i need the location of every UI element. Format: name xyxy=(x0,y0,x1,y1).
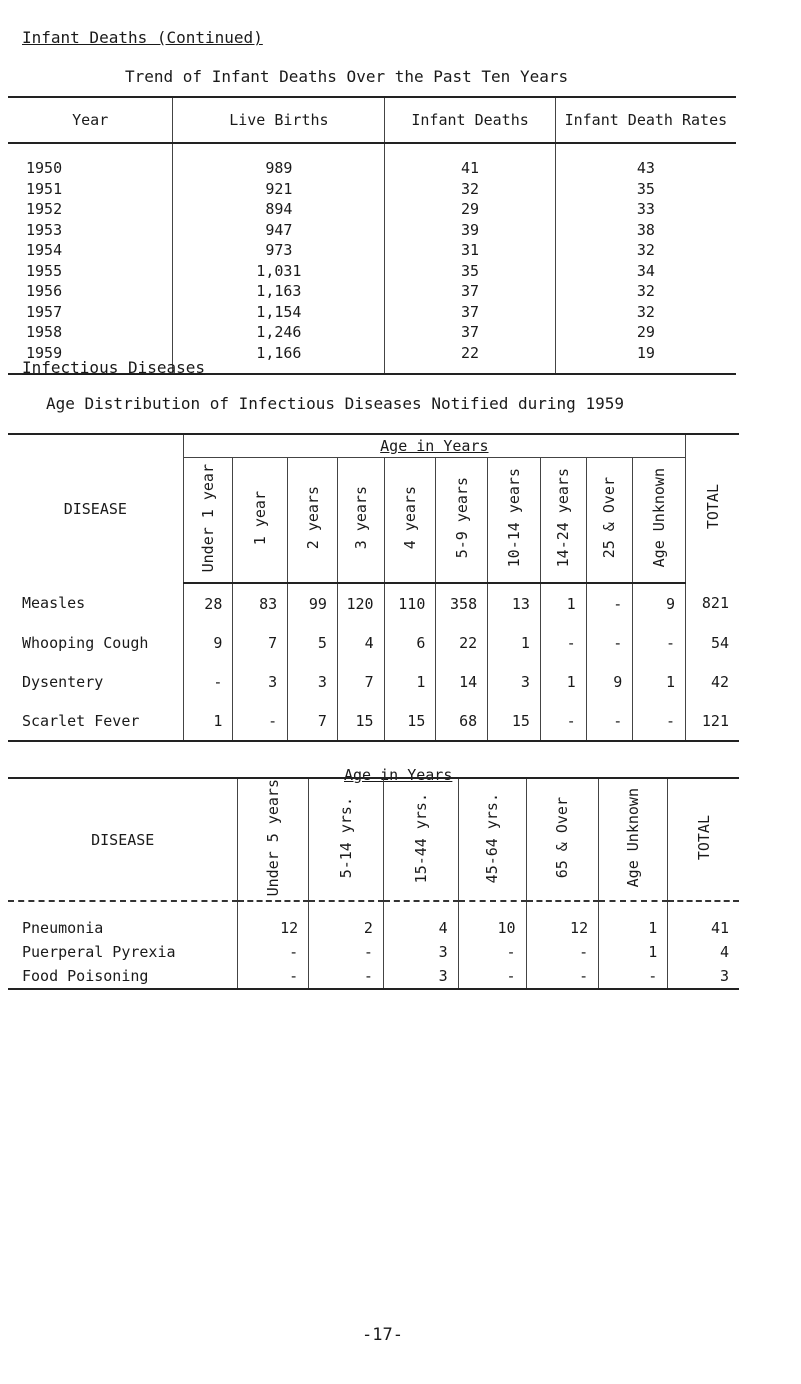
cell-value: - xyxy=(458,940,526,964)
cell-rate: 32 xyxy=(555,240,736,261)
cell-rate: 32 xyxy=(555,302,736,323)
cell-deaths: 35 xyxy=(385,261,555,282)
table-row xyxy=(8,179,736,200)
cell-value: 1 xyxy=(183,701,233,741)
cell-year: 1955 xyxy=(26,261,63,280)
cell-births: 947 xyxy=(173,220,385,241)
table-row xyxy=(8,143,736,179)
age-column-header: 14-24 years xyxy=(540,458,586,584)
cell-value: 13 xyxy=(488,583,541,623)
table-row xyxy=(8,220,736,241)
trend-subtitle: Trend of Infant Deaths Over the Past Ten Years xyxy=(125,67,569,86)
cell-year: 1951 xyxy=(26,179,63,198)
table-row xyxy=(8,940,739,964)
cell-value: 3 xyxy=(383,964,458,989)
cell-value: - xyxy=(238,964,309,989)
cell-value: 110 xyxy=(384,583,436,623)
age-column-header: 5-9 years xyxy=(436,458,488,584)
cell-value: - xyxy=(526,964,599,989)
table-row xyxy=(8,701,739,741)
cell-value: 22 xyxy=(436,623,488,662)
table-row xyxy=(8,240,736,261)
cell-value: 358 xyxy=(436,583,488,623)
cell-value: 1 xyxy=(384,662,436,701)
cell-deaths: 31 xyxy=(385,240,555,261)
cell-year: 1954 xyxy=(26,241,63,260)
cell-rate: 32 xyxy=(555,281,736,302)
cell-rate: 34 xyxy=(555,261,736,282)
col-year: Year xyxy=(8,97,173,143)
age-column-header: Under 5 years xyxy=(238,778,309,901)
cell-value: - xyxy=(586,701,633,741)
cell-year: 1957 xyxy=(26,302,63,321)
age-in-years-header: Age in Years xyxy=(183,434,685,458)
age-column-header: 4 years xyxy=(384,458,436,584)
disease-name: Food Poisoning xyxy=(8,964,238,989)
cell-rate: 38 xyxy=(555,220,736,241)
table-row xyxy=(8,583,739,623)
cell-value: - xyxy=(633,623,686,662)
cell-year: 1958 xyxy=(26,323,63,342)
cell-value: - xyxy=(586,583,633,623)
age-column-header: TOTAL xyxy=(668,778,739,901)
cell-value: 121 xyxy=(686,701,739,741)
col-infant-death-rates: Infant Death Rates xyxy=(555,97,736,143)
cell-value: 15 xyxy=(384,701,436,741)
disease-name: Measles xyxy=(22,594,86,612)
table-row xyxy=(8,901,739,940)
table-row xyxy=(8,964,739,989)
disease-name: Puerperal Pyrexia xyxy=(22,943,176,962)
cell-value: - xyxy=(540,623,586,662)
cell-value: - xyxy=(599,964,668,989)
cell-value: - xyxy=(309,964,384,989)
col-live-births: Live Births xyxy=(173,97,385,143)
cell-value: - xyxy=(526,940,599,964)
cell-value: 4 xyxy=(668,940,739,964)
infectious-diseases-heading: Infectious Diseases xyxy=(22,358,206,377)
cell-births: 894 xyxy=(173,199,385,220)
disease-name: Dysentery xyxy=(22,672,104,691)
disease-name: Whooping Cough xyxy=(22,633,149,652)
cell-rate: 35 xyxy=(555,179,736,200)
disease-name: Pneumonia xyxy=(22,919,104,938)
cell-value: 1 xyxy=(540,583,586,623)
cell-births: 1,031 xyxy=(173,261,385,282)
age-column-header: 25 & Over xyxy=(586,458,633,584)
cell-value: 28 xyxy=(183,583,233,623)
disease-column-header: DISEASE xyxy=(8,434,183,583)
cell-year: 1950 xyxy=(26,159,63,178)
cell-value: 9 xyxy=(586,662,633,701)
cell-rate: 33 xyxy=(555,199,736,220)
cell-value: 12 xyxy=(526,901,599,940)
table-row xyxy=(8,623,739,662)
cell-value: 7 xyxy=(288,701,338,741)
cell-value: 7 xyxy=(233,623,288,662)
cell-value: 1 xyxy=(599,940,668,964)
cell-rate: 19 xyxy=(555,343,736,375)
cell-value: 7 xyxy=(337,662,384,701)
infectious-diseases-subtitle: Age Distribution of Infectious Diseases Notified during 1959 xyxy=(46,394,624,413)
cell-value: - xyxy=(633,701,686,741)
cell-year: 1959 xyxy=(8,343,173,375)
cell-births: 1,246 xyxy=(173,322,385,343)
cell-value: 54 xyxy=(686,623,739,662)
cell-value: 4 xyxy=(337,623,384,662)
cell-value: 2 xyxy=(309,901,384,940)
cell-deaths: 39 xyxy=(385,220,555,241)
age-column-header: 10-14 years xyxy=(488,458,541,584)
cell-value: 3 xyxy=(383,940,458,964)
cell-deaths: 32 xyxy=(385,179,555,200)
cell-value: 99 xyxy=(288,583,338,623)
cell-deaths: 37 xyxy=(385,322,555,343)
cell-deaths: 22 xyxy=(385,343,555,375)
age-distribution-table-1 xyxy=(8,433,739,742)
cell-deaths: 37 xyxy=(385,281,555,302)
cell-value: - xyxy=(233,701,288,741)
cell-value: 14 xyxy=(436,662,488,701)
age-column-header: 3 years xyxy=(337,458,384,584)
cell-year: 1953 xyxy=(26,220,63,239)
cell-value: 68 xyxy=(436,701,488,741)
cell-value: - xyxy=(309,940,384,964)
col-infant-deaths: Infant Deaths xyxy=(385,97,555,143)
table-row xyxy=(8,322,736,343)
age-column-header: Under 1 year xyxy=(183,458,233,584)
age-column-header: 65 & Over xyxy=(526,778,599,901)
cell-births: 1,166 xyxy=(173,343,385,375)
table-row xyxy=(8,281,736,302)
cell-value: 12 xyxy=(238,901,309,940)
cell-value: 41 xyxy=(668,901,739,940)
age-column-header: 2 years xyxy=(288,458,338,584)
page-title: Infant Deaths (Continued) xyxy=(22,28,263,47)
cell-births: 921 xyxy=(173,179,385,200)
cell-births: 973 xyxy=(173,240,385,261)
age-column-header: 5-14 yrs. xyxy=(309,778,384,901)
cell-deaths: 29 xyxy=(385,199,555,220)
age-in-years-caption: Age in Years xyxy=(340,766,456,784)
cell-year: 1952 xyxy=(26,200,63,219)
age-column-header: Age Unknown xyxy=(599,778,668,901)
cell-value: 1 xyxy=(488,623,541,662)
cell-rate: 29 xyxy=(555,322,736,343)
table-row xyxy=(8,302,736,323)
cell-value: 120 xyxy=(337,583,384,623)
cell-value: 6 xyxy=(384,623,436,662)
cell-value: - xyxy=(183,662,233,701)
cell-value: 15 xyxy=(488,701,541,741)
cell-births: 989 xyxy=(173,143,385,179)
table-row xyxy=(8,662,739,701)
cell-value: 1 xyxy=(633,662,686,701)
cell-value: 42 xyxy=(686,662,739,701)
cell-rate: 43 xyxy=(555,143,736,179)
cell-births: 1,154 xyxy=(173,302,385,323)
cell-value: 3 xyxy=(668,964,739,989)
cell-value: 4 xyxy=(383,901,458,940)
cell-value: 9 xyxy=(633,583,686,623)
cell-value: 3 xyxy=(488,662,541,701)
cell-value: 83 xyxy=(233,583,288,623)
table-row xyxy=(8,261,736,282)
age-column-header: 1 year xyxy=(233,458,288,584)
cell-value: 15 xyxy=(337,701,384,741)
age-column-header: Age Unknown xyxy=(633,458,686,584)
disease-column-header: DISEASE xyxy=(8,778,238,901)
cell-value: - xyxy=(238,940,309,964)
cell-births: 1,163 xyxy=(173,281,385,302)
age-column-header: 45-64 yrs. xyxy=(458,778,526,901)
cell-value: - xyxy=(540,701,586,741)
cell-value: 3 xyxy=(288,662,338,701)
cell-deaths: 41 xyxy=(385,143,555,179)
cell-value: 10 xyxy=(458,901,526,940)
cell-value: - xyxy=(458,964,526,989)
infant-deaths-trend-table xyxy=(8,96,736,375)
cell-value: 3 xyxy=(233,662,288,701)
cell-value: 5 xyxy=(288,623,338,662)
disease-name: Scarlet Fever xyxy=(8,701,183,741)
cell-value: 1 xyxy=(599,901,668,940)
cell-year: 1956 xyxy=(26,282,63,301)
table-row xyxy=(8,199,736,220)
cell-deaths: 37 xyxy=(385,302,555,323)
cell-value: 1 xyxy=(540,662,586,701)
cell-value: 9 xyxy=(183,623,233,662)
age-column-header: 15-44 yrs. xyxy=(383,778,458,901)
cell-value: - xyxy=(586,623,633,662)
cell-value: 821 xyxy=(686,583,739,623)
total-column-header: TOTAL xyxy=(686,434,739,583)
page-number: -17- xyxy=(362,1325,403,1345)
age-distribution-table-2 xyxy=(8,777,739,990)
